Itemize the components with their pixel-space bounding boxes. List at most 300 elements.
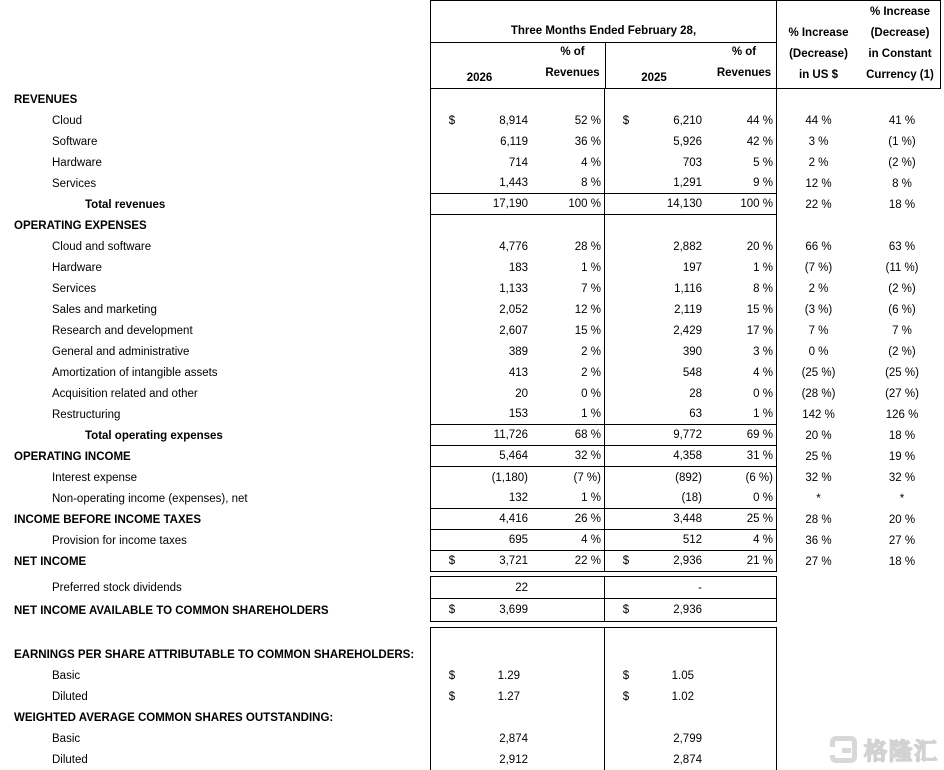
amount-2026: 2,052 — [499, 303, 528, 316]
dollar-sign-2026: $ — [448, 669, 456, 682]
table-row — [0, 686, 944, 707]
amount-2026: 17,190 — [492, 198, 528, 210]
table-row — [0, 530, 944, 551]
pct-revenues-2025: 25 % — [746, 513, 773, 525]
year-2025-cells — [604, 749, 777, 770]
year-2026-cells — [430, 665, 604, 686]
year-2025-cells — [604, 341, 777, 362]
amount-2026: 1.29 — [497, 669, 520, 682]
pct-change-usd: 3 % — [808, 135, 829, 148]
pct-change-constant-currency — [860, 627, 944, 644]
pct-revenues-2026: 52 % — [574, 114, 601, 127]
amount-2025: 390 — [682, 345, 702, 358]
year-2026-cells — [430, 299, 604, 320]
row-label: EARNINGS PER SHARE ATTRIBUTABLE TO COMMON SHAREHOLDERS: — [14, 648, 415, 661]
row-label: Hardware — [52, 156, 102, 169]
year-2025-cells — [604, 644, 777, 665]
pct-change-constant-currency: (2 %) — [888, 156, 916, 169]
year-subheaders — [431, 43, 776, 88]
table-row — [0, 278, 944, 299]
year-2026-cells — [430, 194, 604, 215]
usd-header-line: % Increase — [788, 27, 849, 39]
pct-change-usd — [777, 644, 860, 665]
year-2026-cells — [430, 257, 604, 278]
pct-change-constant-currency: 32 % — [888, 471, 916, 484]
pct-revenues-2026: 100 % — [568, 198, 601, 210]
table-row — [0, 215, 944, 236]
table-row — [0, 236, 944, 257]
amount-2026: 153 — [508, 408, 528, 420]
amount-2025: 2,936 — [673, 555, 702, 567]
pct-change-constant-currency — [860, 576, 944, 599]
table-row — [0, 627, 944, 644]
year-2026-cells — [430, 644, 604, 665]
row-label — [0, 627, 430, 644]
year-2026-cells — [430, 383, 604, 404]
amount-2025: 63 — [689, 408, 702, 420]
dollar-sign-2026: $ — [448, 114, 456, 127]
table-row — [0, 173, 944, 194]
row-label: Restructuring — [52, 408, 121, 421]
year-2026-cells — [430, 131, 604, 152]
row-label: Basic — [52, 669, 81, 682]
dollar-sign-2025: $ — [622, 114, 630, 127]
table-row — [0, 362, 944, 383]
pct-change-usd — [777, 215, 860, 236]
year-2025-label: 2025 — [641, 72, 667, 84]
pct-change-usd: 7 % — [808, 324, 829, 337]
table-row — [0, 383, 944, 404]
amount-2026: 3,721 — [499, 555, 528, 567]
table-row — [0, 299, 944, 320]
pct-change-constant-currency: 27 % — [888, 534, 916, 547]
year-2026-cells — [430, 627, 604, 644]
year-2025-cells — [604, 488, 777, 509]
amount-2026: 132 — [508, 492, 528, 504]
row-label: Services — [52, 177, 97, 190]
pct-change-usd: 0 % — [808, 345, 829, 358]
year-2026-cells — [430, 488, 604, 509]
row-label: Research and development — [52, 324, 193, 337]
year-2025-cells — [604, 194, 777, 215]
pct-change-usd: 2 % — [808, 282, 829, 295]
year-2025-cells — [604, 383, 777, 404]
table-row — [0, 749, 944, 770]
year-2026-cells — [430, 446, 604, 467]
year-2026-cells — [430, 362, 604, 383]
table-row — [0, 425, 944, 446]
amount-2025: 1.02 — [671, 690, 694, 703]
year-2026-cells — [430, 236, 604, 257]
row-label: WEIGHTED AVERAGE COMMON SHARES OUTSTANDING: — [14, 711, 334, 724]
pct-change-usd: (28 %) — [801, 387, 836, 400]
amount-2026: 2,607 — [499, 324, 528, 337]
amount-2026: 5,464 — [499, 450, 528, 462]
amount-2026: 20 — [515, 387, 528, 400]
amount-2025: 1.05 — [671, 669, 694, 682]
year-2025-cells — [604, 152, 777, 173]
pct-revenues-2025: 31 % — [746, 450, 773, 462]
amount-2026: 22 — [515, 581, 528, 594]
pct-change-usd: 2 % — [808, 156, 829, 169]
amount-2026: 6,119 — [500, 135, 528, 148]
amount-2026: 1,443 — [499, 177, 528, 189]
pct-of-label: % of — [731, 46, 757, 58]
table-row — [0, 152, 944, 173]
pct-change-constant-currency — [860, 686, 944, 707]
row-label: OPERATING EXPENSES — [14, 219, 147, 232]
pct-change-usd: 32 % — [805, 471, 832, 484]
pct-change-constant-currency: * — [899, 492, 905, 505]
year-2026-cells — [430, 404, 604, 425]
amount-2025: (892) — [675, 471, 702, 484]
pct-change-constant-currency — [860, 599, 944, 622]
table-body — [0, 89, 944, 770]
row-label: Interest expense — [52, 471, 138, 484]
year-2026-cells — [430, 278, 604, 299]
pct-revenues-2026: 2 % — [581, 345, 601, 358]
pct-change-constant-currency: (6 %) — [888, 303, 916, 316]
pct-change-usd — [777, 686, 860, 707]
amount-2026: 389 — [508, 345, 528, 358]
amount-2026: (1,180) — [491, 471, 528, 484]
row-label: REVENUES — [14, 93, 78, 106]
pct-change-constant-currency: 18 % — [888, 429, 916, 442]
amount-2025: 2,429 — [673, 324, 702, 337]
pct-change-usd — [777, 599, 860, 622]
pct-change-constant-currency: 63 % — [888, 240, 916, 253]
year-2025-column-header — [605, 43, 777, 88]
row-label: Total operating expenses — [85, 429, 223, 442]
cc-header-line: in Constant — [868, 48, 932, 60]
pct-revenues-2025: 42 % — [746, 135, 773, 148]
amount-2025: 2,936 — [673, 604, 702, 616]
pct-revenues-2026: 1 % — [581, 408, 601, 420]
amount-2025: 6,210 — [673, 114, 702, 127]
row-label: Sales and marketing — [52, 303, 157, 316]
table-row — [0, 644, 944, 665]
year-2025-cells — [604, 131, 777, 152]
row-label: Diluted — [52, 753, 88, 766]
pct-revenues-2026: 0 % — [581, 387, 601, 400]
pct-revenues-2026: 32 % — [574, 450, 601, 462]
year-2026-cells — [430, 728, 604, 749]
header-label-spacer — [0, 0, 430, 89]
pct-revenues-2025: 3 % — [753, 345, 773, 358]
amount-2026: 2,912 — [499, 753, 528, 766]
year-2026-cells — [430, 686, 604, 707]
pct-revenues-2025: 0 % — [753, 492, 773, 504]
amount-2025: 5,926 — [673, 135, 702, 148]
revenues-label: Revenues — [716, 67, 772, 79]
year-2026-cells — [430, 576, 604, 599]
row-label: Non-operating income (expenses), net — [52, 492, 248, 505]
table-row — [0, 341, 944, 362]
amount-2025: 2,882 — [673, 240, 702, 253]
amount-2025: 2,119 — [674, 303, 702, 316]
pct-revenues-2026: 7 % — [581, 282, 601, 295]
amount-2025: 1,116 — [674, 282, 702, 295]
pct-change-usd: 142 % — [802, 408, 835, 421]
table-row — [0, 509, 944, 530]
year-2026-cells — [430, 341, 604, 362]
amount-2026: 11,726 — [493, 429, 528, 441]
year-2026-cells — [430, 215, 604, 236]
year-2026-cells — [430, 320, 604, 341]
row-label: General and administrative — [52, 345, 190, 358]
row-label: NET INCOME — [14, 555, 87, 568]
pct-revenues-2025: 4 % — [753, 366, 773, 379]
pct-revenues-2025: 69 % — [746, 429, 773, 441]
year-2026-cells — [430, 707, 604, 728]
pct-change-constant-currency — [860, 707, 944, 728]
table-row — [0, 665, 944, 686]
year-2026-cells — [430, 509, 604, 530]
year-2026-cells — [430, 425, 604, 446]
pct-revenues-2025: 15 % — [746, 303, 773, 316]
pct-change-usd: 22 % — [805, 198, 832, 211]
amount-2025: 512 — [682, 534, 702, 546]
pct-revenues-2026: 26 % — [574, 513, 601, 525]
pct-revenues-2025: 8 % — [753, 282, 773, 295]
row-label: Amortization of intangible assets — [52, 366, 218, 379]
pct-revenues-2026: 28 % — [574, 240, 601, 253]
year-2026-cells — [430, 467, 604, 488]
row-label: Acquisition related and other — [52, 387, 198, 400]
year-2025-cells — [604, 425, 777, 446]
pct-change-constant-currency: 18 % — [888, 555, 916, 568]
year-2025-cells — [604, 215, 777, 236]
year-2026-label: 2026 — [466, 72, 493, 84]
row-label: INCOME BEFORE INCOME TAXES — [14, 513, 201, 526]
year-2025-cells — [604, 89, 777, 110]
amount-2025: 703 — [682, 156, 702, 169]
amount-2025: 2,874 — [673, 753, 702, 766]
pct-change-constant-currency: 20 % — [888, 513, 916, 526]
amount-2025: 4,358 — [673, 450, 702, 462]
pct-revenues-2026: 1 % — [581, 492, 601, 504]
pct-change-constant-currency — [860, 644, 944, 665]
pct-revenues-2025: 0 % — [753, 387, 773, 400]
year-2025-cells — [604, 299, 777, 320]
amount-2026: 4,416 — [499, 513, 528, 525]
watermark-text: 格隆汇 — [864, 738, 939, 764]
year-2025-cells — [604, 278, 777, 299]
pct-revenues-2026: 2 % — [581, 366, 601, 379]
pct-change-constant-currency — [860, 665, 944, 686]
table-row — [0, 488, 944, 509]
pct-change-constant-currency: 18 % — [888, 198, 916, 211]
pct-revenues-2025: (6 %) — [745, 471, 773, 484]
row-label: Diluted — [52, 690, 88, 703]
table-row — [0, 599, 944, 622]
year-2025-cells — [604, 728, 777, 749]
pct-of-revenues-2026-header — [543, 42, 603, 84]
pct-change-usd: 44 % — [805, 114, 832, 127]
pct-change-constant-currency: (1 %) — [888, 135, 916, 148]
year-2026-cells — [430, 599, 604, 622]
pct-increase-usd-header — [777, 0, 860, 89]
pct-change-usd: 12 % — [805, 177, 832, 190]
year-2025-cells — [604, 599, 777, 622]
period-title: Three Months Ended February 28, — [431, 1, 776, 43]
pct-change-constant-currency — [860, 215, 944, 236]
usd-header-line: in US $ — [799, 69, 838, 81]
year-2025-cells — [604, 446, 777, 467]
pct-of-label: % of — [560, 46, 585, 58]
amount-2026: 1,133 — [499, 282, 528, 295]
table-header — [0, 0, 944, 89]
dollar-sign-2026: $ — [448, 555, 456, 567]
pct-revenues-2025: 100 % — [740, 198, 773, 210]
pct-revenues-2026: 68 % — [574, 429, 601, 441]
amount-2025: 3,448 — [673, 513, 702, 525]
pct-revenues-2025: 44 % — [746, 114, 773, 127]
amount-2026: 3,699 — [499, 604, 528, 616]
dollar-sign-2026: $ — [448, 604, 456, 616]
period-column-group — [430, 0, 777, 89]
pct-change-usd — [777, 707, 860, 728]
pct-change-constant-currency: 7 % — [892, 324, 912, 337]
year-2025-cells — [604, 665, 777, 686]
pct-revenues-2026: 22 % — [574, 555, 601, 567]
year-2026-cells — [430, 173, 604, 194]
pct-revenues-2026: 36 % — [574, 135, 601, 148]
year-2025-cells — [604, 257, 777, 278]
amount-2026: 1.27 — [497, 690, 520, 703]
pct-change-constant-currency: (2 %) — [888, 345, 916, 358]
pct-revenues-2025: 5 % — [753, 156, 773, 169]
table-row — [0, 320, 944, 341]
watermark — [830, 733, 939, 766]
pct-change-usd: * — [816, 492, 821, 505]
pct-revenues-2025: 4 % — [753, 534, 773, 546]
pct-revenues-2025: 9 % — [753, 177, 773, 189]
pct-change-constant-currency: (25 %) — [885, 366, 919, 379]
table-row — [0, 446, 944, 467]
dollar-sign-2025: $ — [622, 669, 630, 682]
table-row — [0, 467, 944, 488]
pct-change-usd — [777, 665, 860, 686]
dollar-sign-2025: $ — [622, 604, 630, 616]
pct-change-usd: (3 %) — [804, 303, 833, 316]
usd-header-line: (Decrease) — [789, 48, 848, 60]
amount-2025: 197 — [682, 261, 702, 274]
revenues-label: Revenues — [545, 67, 600, 79]
pct-revenues-2025: 1 % — [753, 408, 773, 420]
pct-change-usd: 28 % — [805, 513, 832, 526]
row-label: Cloud — [52, 114, 83, 127]
row-label: NET INCOME AVAILABLE TO COMMON SHAREHOLDERS — [14, 604, 329, 617]
amount-2025: - — [698, 581, 702, 594]
dollar-sign-2025: $ — [622, 555, 630, 567]
cc-header-line: % Increase — [869, 6, 931, 18]
amount-2026: 8,914 — [499, 114, 528, 127]
dollar-sign-2025: $ — [622, 690, 630, 703]
pct-revenues-2025: 17 % — [746, 324, 773, 337]
pct-revenues-2026: 4 % — [581, 156, 601, 169]
pct-revenues-2026: 1 % — [581, 261, 601, 274]
table-row — [0, 728, 944, 749]
year-2025-cells — [604, 707, 777, 728]
year-2025-cells — [604, 509, 777, 530]
pct-change-usd: 36 % — [805, 534, 832, 547]
row-label: Preferred stock dividends — [52, 581, 182, 594]
amount-2025: (18) — [681, 492, 702, 504]
row-label: Cloud and software — [52, 240, 152, 253]
table-row — [0, 194, 944, 215]
year-2026-cells — [430, 749, 604, 770]
amount-2025: 548 — [682, 366, 702, 379]
pct-revenues-2025: 1 % — [753, 261, 773, 274]
pct-revenues-2026: 4 % — [581, 534, 601, 546]
pct-of-revenues-2025-header — [714, 42, 774, 84]
year-2026-cells — [430, 530, 604, 551]
pct-change-constant-currency: 8 % — [892, 177, 912, 190]
row-label: Software — [52, 135, 98, 148]
pct-change-constant-currency: (11 %) — [885, 261, 919, 274]
year-2026-cells — [430, 551, 604, 572]
pct-change-constant-currency: 19 % — [888, 450, 916, 463]
pct-revenues-2025: 21 % — [746, 555, 773, 567]
table-row — [0, 404, 944, 425]
year-2025-cells — [604, 362, 777, 383]
year-2026-cells — [430, 152, 604, 173]
pct-change-usd: (7 %) — [804, 261, 833, 274]
table-row — [0, 110, 944, 131]
amount-2026: 183 — [508, 261, 528, 274]
amount-2026: 714 — [508, 156, 528, 169]
gelonghui-logo-icon — [830, 736, 857, 763]
year-2025-cells — [604, 530, 777, 551]
year-2025-cells — [604, 320, 777, 341]
table-row — [0, 707, 944, 728]
pct-revenues-2026: (7 %) — [573, 471, 601, 484]
year-2025-cells — [604, 627, 777, 644]
pct-revenues-2025: 20 % — [746, 240, 773, 253]
pct-change-constant-currency: (2 %) — [888, 282, 916, 295]
pct-increase-constant-currency-header — [860, 0, 941, 89]
year-2025-cells — [604, 467, 777, 488]
year-2025-cells — [604, 576, 777, 599]
row-label: Hardware — [52, 261, 102, 274]
pct-change-constant-currency: 41 % — [888, 114, 916, 127]
table-row — [0, 89, 944, 110]
amount-2025: 2,799 — [673, 732, 702, 745]
pct-change-usd: (25 %) — [801, 366, 836, 379]
cc-header-line: Currency (1) — [866, 69, 934, 81]
pct-change-constant-currency — [860, 89, 944, 110]
pct-change-usd: 66 % — [805, 240, 832, 253]
row-label: Provision for income taxes — [52, 534, 187, 547]
amount-2026: 4,776 — [499, 240, 528, 253]
table-row — [0, 257, 944, 278]
year-2025-cells — [604, 110, 777, 131]
year-2025-cells — [604, 551, 777, 572]
row-label: Basic — [52, 732, 81, 745]
pct-change-usd: 25 % — [805, 450, 832, 463]
table-row — [0, 131, 944, 152]
pct-change-usd — [777, 89, 860, 110]
pct-revenues-2026: 15 % — [574, 324, 601, 337]
pct-revenues-2026: 8 % — [581, 177, 601, 189]
year-2026-cells — [430, 110, 604, 131]
amount-2026: 413 — [508, 366, 528, 379]
year-2025-cells — [604, 236, 777, 257]
amount-2025: 14,130 — [666, 198, 702, 210]
pct-change-usd — [777, 576, 860, 599]
pct-change-usd: 27 % — [805, 555, 832, 568]
